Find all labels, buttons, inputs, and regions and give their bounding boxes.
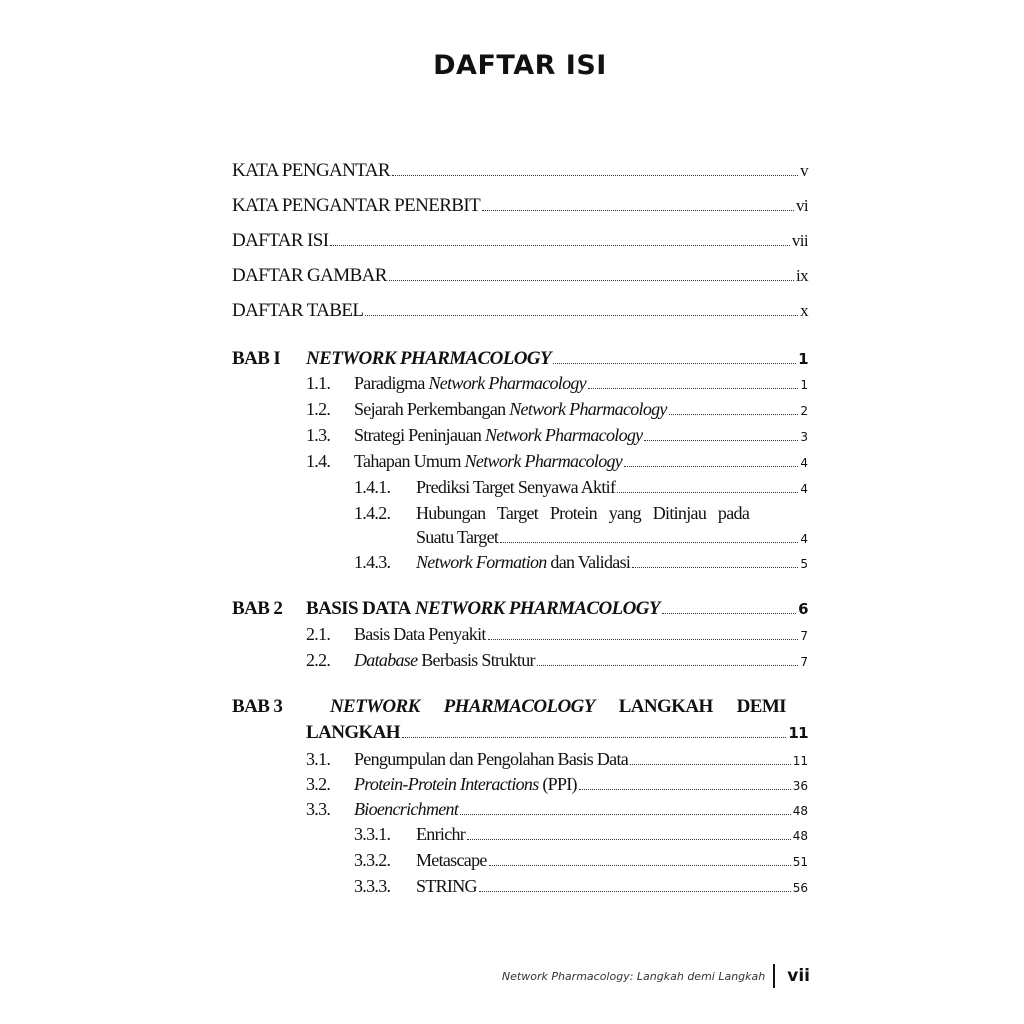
page-footer	[420, 962, 810, 990]
leader-dots	[632, 567, 798, 568]
page-number: vii	[791, 231, 808, 250]
page-number: 56	[792, 881, 808, 895]
footer-divider	[773, 964, 775, 988]
chapter-title-line2: LANGKAH	[306, 722, 400, 743]
toc-subsection-3-3-2[interactable]: 3.3.2. Metascape 51	[354, 850, 808, 870]
toc-section-2-2[interactable]: 2.2. Database Berbasis Struktur 7	[306, 650, 808, 670]
toc-section-2-1[interactable]: 2.1. Basis Data Penyakit 7	[306, 624, 808, 644]
toc-chapter-bab-2[interactable]	[232, 598, 808, 620]
toc-section-1-1[interactable]: 1.1. Paradigma Network Pharmacology 1	[306, 373, 808, 393]
page-number: 4	[800, 456, 808, 470]
page-number: 5	[800, 557, 808, 571]
toc-section-1-4[interactable]: 1.4. Tahapan Umum Network Pharmacology 4	[306, 451, 808, 471]
page-number: x	[800, 301, 808, 320]
leader-dots	[630, 764, 791, 765]
toc-subsection-1-4-1[interactable]: 1.4.1. Prediksi Target Senyawa Aktif 4	[354, 477, 808, 497]
leader-dots	[479, 891, 791, 892]
chapter-number: BAB 3	[232, 696, 283, 717]
toc-chapter-bab-1[interactable]	[232, 348, 808, 370]
leader-dots	[482, 210, 794, 211]
leader-dots	[662, 613, 796, 614]
leader-dots	[467, 839, 791, 840]
toc-subsection-1-4-3[interactable]: 1.4.3. Network Formation dan Validasi 5	[354, 552, 808, 572]
page-number: 1	[800, 378, 808, 392]
page-number: 1	[798, 350, 808, 368]
toc-entry-daftar-isi[interactable]: DAFTAR ISI vii	[232, 230, 808, 251]
footer-page-number: vii	[787, 966, 810, 986]
leader-dots	[365, 315, 798, 316]
page-number: 3	[800, 430, 808, 444]
leader-dots	[330, 245, 789, 246]
toc-section-1-2[interactable]: 1.2. Sejarah Perkembangan Network Pharmacology 2	[306, 399, 808, 419]
toc-subsection-3-3-3[interactable]: 3.3.3. STRING 56	[354, 876, 808, 896]
chapter-title: BASIS DATA	[306, 598, 411, 619]
leader-dots	[644, 440, 798, 441]
leader-dots	[579, 789, 791, 790]
leader-dots	[392, 175, 798, 176]
leader-dots	[669, 414, 799, 415]
page-number: 4	[800, 532, 808, 546]
leader-dots	[488, 639, 799, 640]
page-number: 48	[792, 829, 808, 843]
page-number: 7	[800, 629, 808, 643]
running-footer-title: Network Pharmacology: Langkah demi Langkah	[501, 969, 766, 983]
chapter-title: NETWORK PHARMACOLOGY	[306, 348, 552, 369]
leader-dots	[537, 665, 799, 666]
page-number: 51	[792, 855, 808, 869]
leader-dots	[500, 542, 798, 543]
toc-section-1-3[interactable]: 1.3. Strategi Peninjauan Network Pharmacology 3	[306, 425, 808, 445]
toc-subsection-3-3-1[interactable]: 3.3.1. Enrichr 48	[354, 824, 808, 844]
leader-dots	[588, 388, 798, 389]
toc-entry-kata-pengantar-penerbit[interactable]: KATA PENGANTAR PENERBIT vi	[232, 195, 808, 216]
page-number: 6	[798, 600, 808, 618]
toc-entry-daftar-gambar[interactable]: DAFTAR GAMBAR ix	[232, 265, 808, 286]
chapter-title-word: PHARMACOLOGY	[443, 696, 595, 717]
leader-dots	[489, 865, 791, 866]
chapter-number: BAB 2	[232, 598, 283, 619]
leader-dots	[389, 280, 794, 281]
page-number: 4	[800, 482, 808, 496]
toc-chapter-bab-3[interactable]	[232, 696, 786, 718]
page-number: 7	[800, 655, 808, 669]
toc-entry-daftar-tabel[interactable]: DAFTAR TABEL x	[232, 300, 808, 321]
chapter-title-word: LANGKAH	[618, 696, 713, 717]
leader-dots	[617, 492, 798, 493]
page-title: DAFTAR ISI	[433, 50, 607, 81]
page-number: 48	[792, 804, 808, 818]
page-number: 2	[800, 404, 808, 418]
toc-subsection-1-4-2-cont[interactable]: Suatu Target 4	[416, 527, 808, 547]
chapter-title-italic: NETWORK PHARMACOLOGY	[414, 598, 660, 619]
toc-entry-kata-pengantar[interactable]: KATA PENGANTAR v	[232, 160, 808, 181]
page-number: 11	[788, 724, 808, 742]
leader-dots	[460, 814, 791, 815]
toc-section-3-3[interactable]: 3.3. Bioencrichment 48	[306, 799, 808, 819]
toc-subsection-1-4-2[interactable]: 1.4.2. Hubungan Target Protein yang Ditinjau pada	[354, 503, 750, 523]
chapter-title-word: DEMI	[736, 696, 786, 717]
page-number: 36	[792, 779, 808, 793]
toc-section-3-1[interactable]: 3.1. Pengumpulan dan Pengolahan Basis Data 11	[306, 749, 808, 769]
page-number: 11	[792, 754, 808, 768]
page-number: v	[800, 161, 808, 180]
leader-dots	[402, 737, 786, 738]
leader-dots	[624, 466, 798, 467]
toc-section-3-2[interactable]: 3.2. Protein-Protein Interactions (PPI) 36	[306, 774, 808, 794]
leader-dots	[553, 363, 796, 364]
page-number: ix	[795, 266, 808, 285]
chapter-number: BAB I	[232, 348, 281, 369]
chapter-title-word: NETWORK	[329, 696, 420, 717]
page-number: vi	[795, 196, 808, 215]
toc-chapter-bab-3-cont[interactable]	[306, 722, 808, 744]
